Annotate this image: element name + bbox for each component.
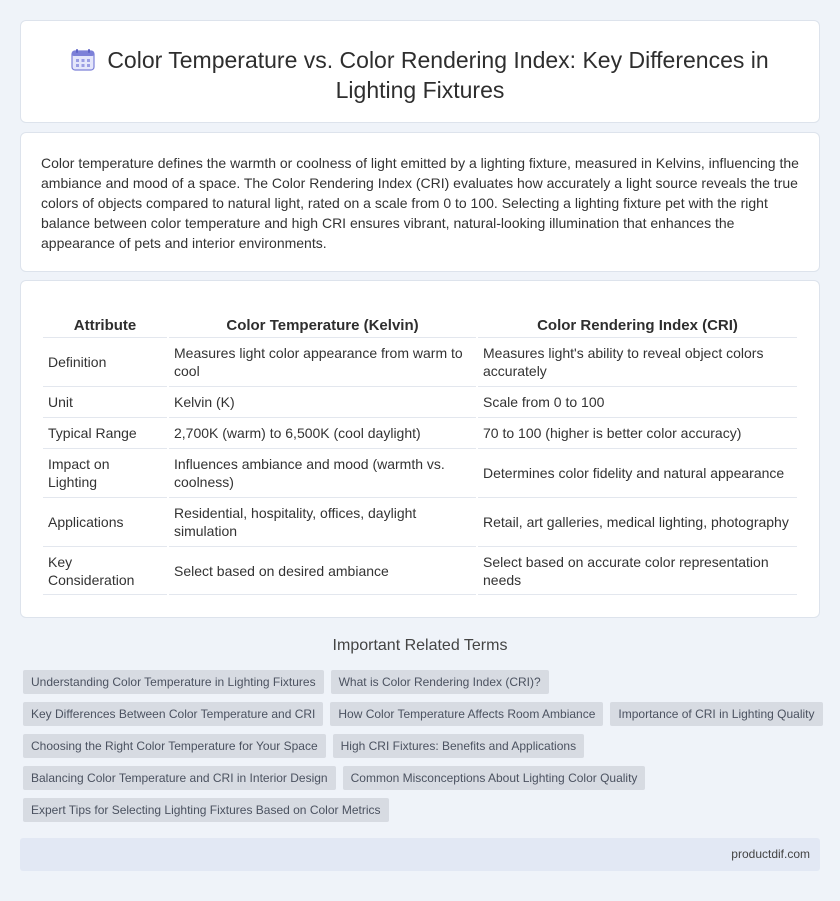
table-row [43, 448, 797, 497]
table-cell: 2,700K (warm) to 6,500K (cool daylight) [169, 417, 476, 448]
related-term-tag[interactable]: Understanding Color Temperature in Lighting Fixtures [23, 670, 324, 694]
related-term-tag[interactable]: Expert Tips for Selecting Lighting Fixtures Based on Color Metrics [23, 798, 389, 822]
intro-paragraph: Color temperature defines the warmth or coolness of light emitted by a lighting fixture, measured in Kelvins, influencing the ambiance and mood of a space. The Color Rendering Index (CRI) evaluates how accurately a light source reveals the true colors of objects compared to natural light, rated on a scale from 0 to 100. Selecting a lighting fixture pet with the right balance between color temperature and high CRI ensures vibrant, natural-looking illumination that enhances the appearance of pets and interior environments. [41, 155, 799, 251]
table-cell: Applications [43, 497, 167, 546]
header-color-temperature: Color Temperature (Kelvin) [226, 317, 419, 334]
title-line-2: Lighting Fixtures [335, 77, 505, 103]
related-terms-heading: Important Related Terms [332, 637, 508, 654]
table-cell: Residential, hospitality, offices, daylight simulation [169, 497, 476, 546]
title-card [20, 20, 820, 123]
table-cell: 70 to 100 (higher is better color accuracy) [478, 417, 797, 448]
table-cell: Influences ambiance and mood (warmth vs. coolness) [169, 448, 476, 497]
table-cell: Kelvin (K) [169, 386, 476, 417]
footer [20, 838, 820, 871]
table-row [43, 417, 797, 448]
table-cell: Definition [43, 337, 167, 386]
table-row [43, 337, 797, 386]
comparison-table [41, 313, 799, 595]
table-cell: Measures light's ability to reveal object colors accurately [478, 337, 797, 386]
table-cell: Scale from 0 to 100 [478, 386, 797, 417]
table-cell: Measures light color appearance from warm to cool [169, 337, 476, 386]
related-term-tag[interactable]: Common Misconceptions About Lighting Color Quality [343, 766, 646, 790]
table-cell: Unit [43, 386, 167, 417]
related-term-tag[interactable]: Key Differences Between Color Temperature and CRI [23, 702, 323, 726]
table-cell: Key Consideration [43, 546, 167, 595]
related-term-tag[interactable]: High CRI Fixtures: Benefits and Applications [333, 734, 584, 758]
table-row [43, 386, 797, 417]
related-term-tag[interactable]: How Color Temperature Affects Room Ambiance [330, 702, 603, 726]
table-cell: Retail, art galleries, medical lighting, photography [478, 497, 797, 546]
title-line-1: Color Temperature vs. Color Rendering Index: Key Differences in [107, 47, 769, 73]
related-term-tag[interactable]: Balancing Color Temperature and CRI in Interior Design [23, 766, 336, 790]
table-cell: Impact on Lighting [43, 448, 167, 497]
header-attribute: Attribute [73, 317, 137, 334]
table-cell: Typical Range [43, 417, 167, 448]
table-cell: Determines color fidelity and natural appearance [478, 448, 797, 497]
intro-card [20, 132, 820, 272]
header-cri: Color Rendering Index (CRI) [537, 317, 738, 334]
calendar-grid-icon [71, 49, 95, 71]
related-term-tag[interactable]: Choosing the Right Color Temperature for Your Space [23, 734, 326, 758]
table-row [43, 497, 797, 546]
table-header-row [43, 313, 797, 337]
page-title [61, 45, 779, 105]
comparison-card [20, 280, 820, 618]
table-row [43, 546, 797, 595]
site-credit-link[interactable]: productdif.com [731, 847, 810, 861]
related-terms-list [23, 670, 823, 830]
table-cell: Select based on accurate color representation needs [478, 546, 797, 595]
table-cell: Select based on desired ambiance [169, 546, 476, 595]
related-term-tag[interactable]: Importance of CRI in Lighting Quality [610, 702, 822, 726]
related-term-tag[interactable]: What is Color Rendering Index (CRI)? [331, 670, 549, 694]
